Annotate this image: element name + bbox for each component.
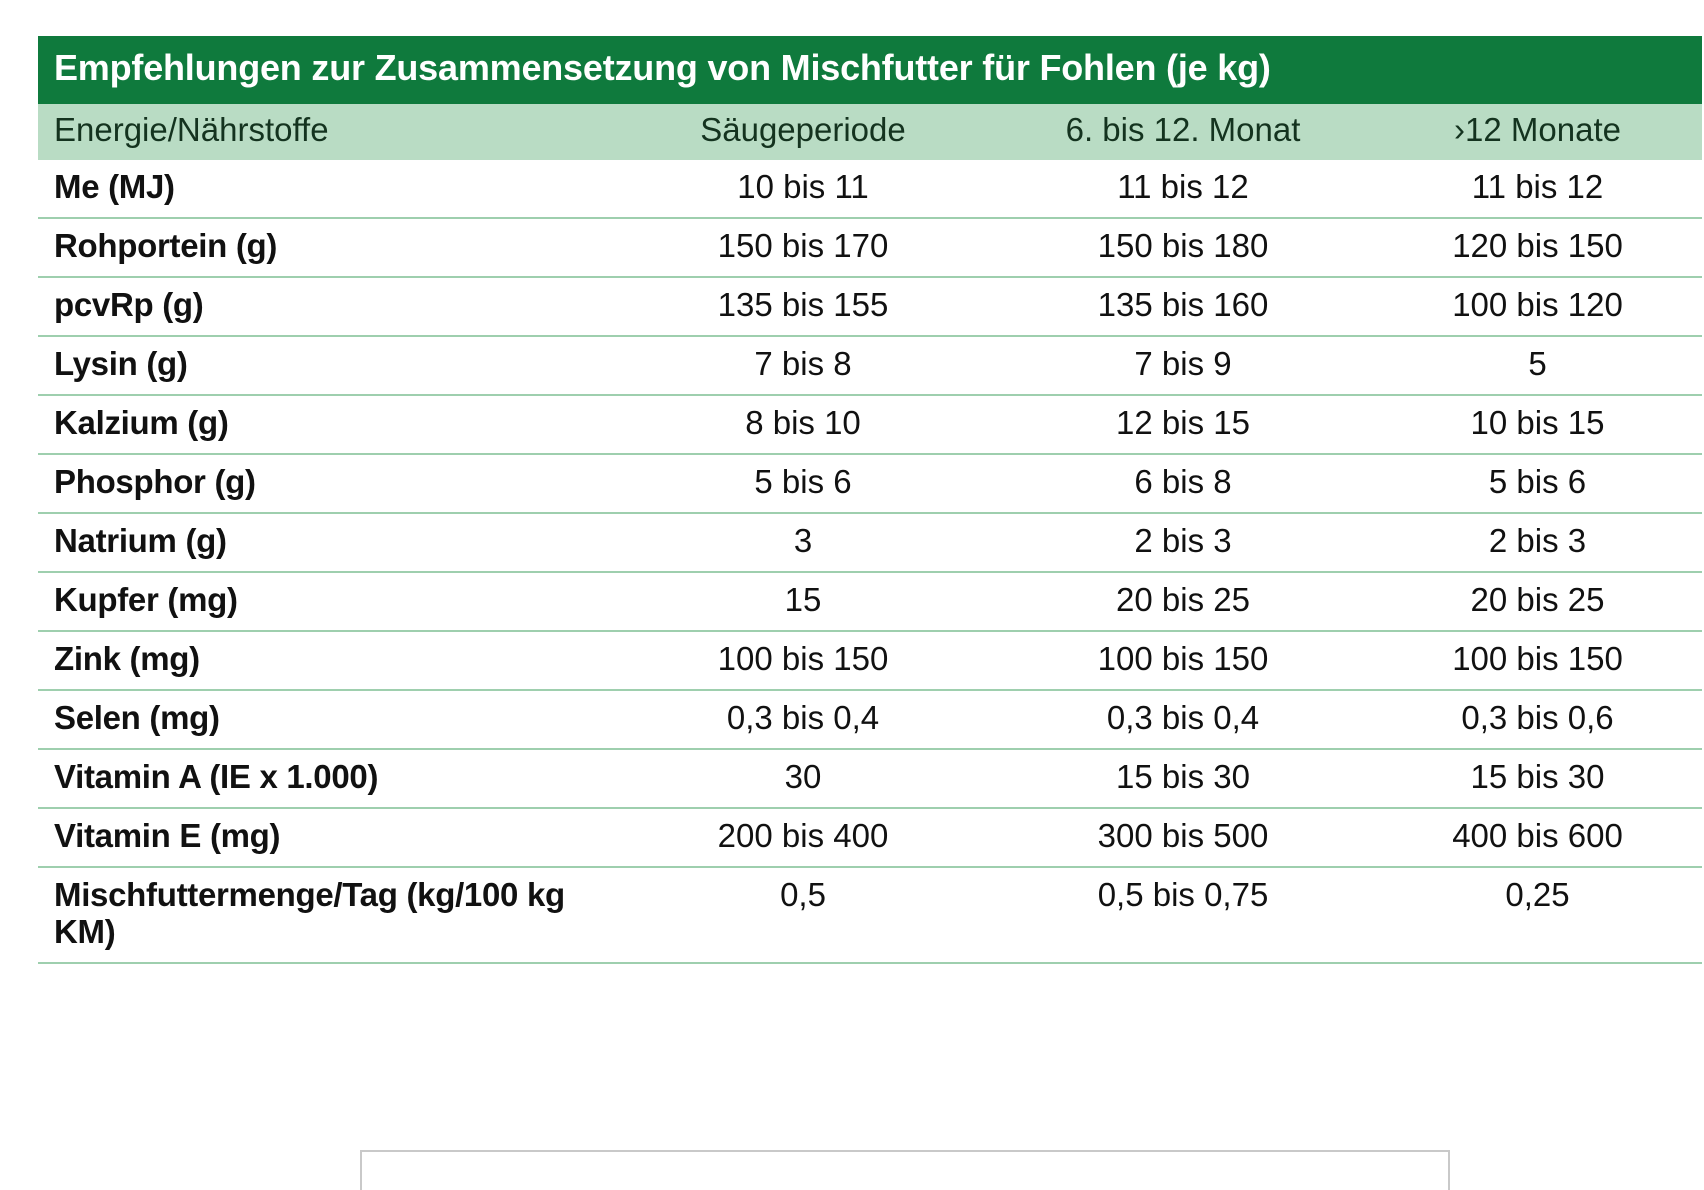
row-label: Natrium (g): [38, 513, 613, 572]
row-value: 5 bis 6: [1373, 454, 1702, 513]
column-header-over-12-months: ›12 Monate: [1373, 104, 1702, 161]
table-row: [38, 218, 1702, 277]
table-row: [38, 513, 1702, 572]
row-value: 0,3 bis 0,4: [613, 690, 993, 749]
table-row: [38, 690, 1702, 749]
column-header-suckling-period: Säugeperiode: [613, 104, 993, 161]
row-label: pcvRp (g): [38, 277, 613, 336]
row-value: 6 bis 8: [993, 454, 1373, 513]
row-value: 7 bis 9: [993, 336, 1373, 395]
row-value: 10 bis 11: [613, 160, 993, 218]
row-value: 100 bis 150: [613, 631, 993, 690]
table-row: [38, 572, 1702, 631]
nutrition-table: [38, 36, 1702, 964]
row-value: 3: [613, 513, 993, 572]
row-value: 5: [1373, 336, 1702, 395]
table-row: [38, 749, 1702, 808]
row-value: 15 bis 30: [993, 749, 1373, 808]
row-value: 11 bis 12: [993, 160, 1373, 218]
row-label: Kupfer (mg): [38, 572, 613, 631]
row-label: Selen (mg): [38, 690, 613, 749]
table-row: [38, 631, 1702, 690]
column-header-nutrients: Energie/Nährstoffe: [38, 104, 613, 161]
row-value: 0,25: [1373, 867, 1702, 963]
table-row: [38, 160, 1702, 218]
row-value: 20 bis 25: [993, 572, 1373, 631]
row-label: Rohportein (g): [38, 218, 613, 277]
row-label: Kalzium (g): [38, 395, 613, 454]
row-value: 100 bis 120: [1373, 277, 1702, 336]
row-value: 11 bis 12: [1373, 160, 1702, 218]
table-row: [38, 454, 1702, 513]
table-header-row: [38, 104, 1702, 161]
row-value: 15: [613, 572, 993, 631]
row-value: 15 bis 30: [1373, 749, 1702, 808]
row-value: 10 bis 15: [1373, 395, 1702, 454]
row-value: 0,3 bis 0,4: [993, 690, 1373, 749]
row-value: 8 bis 10: [613, 395, 993, 454]
row-value: 300 bis 500: [993, 808, 1373, 867]
row-value: 7 bis 8: [613, 336, 993, 395]
row-value: 0,3 bis 0,6: [1373, 690, 1702, 749]
row-value: 12 bis 15: [993, 395, 1373, 454]
row-label: Vitamin A (IE x 1.000): [38, 749, 613, 808]
row-label: Me (MJ): [38, 160, 613, 218]
table-row: [38, 395, 1702, 454]
table-body: [38, 36, 1702, 963]
table-row: [38, 867, 1702, 963]
row-label: Vitamin E (mg): [38, 808, 613, 867]
row-value: 400 bis 600: [1373, 808, 1702, 867]
row-value: 2 bis 3: [993, 513, 1373, 572]
row-value: 135 bis 155: [613, 277, 993, 336]
table-title: Empfehlungen zur Zusammensetzung von Mischfutter für Fohlen (je kg): [38, 36, 1702, 104]
below-table-box: [360, 1150, 1450, 1190]
row-label: Phosphor (g): [38, 454, 613, 513]
table-row: [38, 808, 1702, 867]
row-value: 30: [613, 749, 993, 808]
row-value: 200 bis 400: [613, 808, 993, 867]
row-value: 100 bis 150: [1373, 631, 1702, 690]
row-value: 150 bis 180: [993, 218, 1373, 277]
column-header-6-to-12-months: 6. bis 12. Monat: [993, 104, 1373, 161]
row-value: 100 bis 150: [993, 631, 1373, 690]
table-title-row: [38, 36, 1702, 104]
row-value: 0,5: [613, 867, 993, 963]
row-value: 135 bis 160: [993, 277, 1373, 336]
row-value: 2 bis 3: [1373, 513, 1702, 572]
row-label: Zink (mg): [38, 631, 613, 690]
row-label: Lysin (g): [38, 336, 613, 395]
row-value: 120 bis 150: [1373, 218, 1702, 277]
row-value: 20 bis 25: [1373, 572, 1702, 631]
row-value: 150 bis 170: [613, 218, 993, 277]
row-value: 5 bis 6: [613, 454, 993, 513]
row-label: Mischfuttermenge/Tag (kg/100 kg KM): [38, 867, 613, 963]
nutrition-table-container: [38, 36, 1702, 964]
table-row: [38, 336, 1702, 395]
table-row: [38, 277, 1702, 336]
row-value: 0,5 bis 0,75: [993, 867, 1373, 963]
